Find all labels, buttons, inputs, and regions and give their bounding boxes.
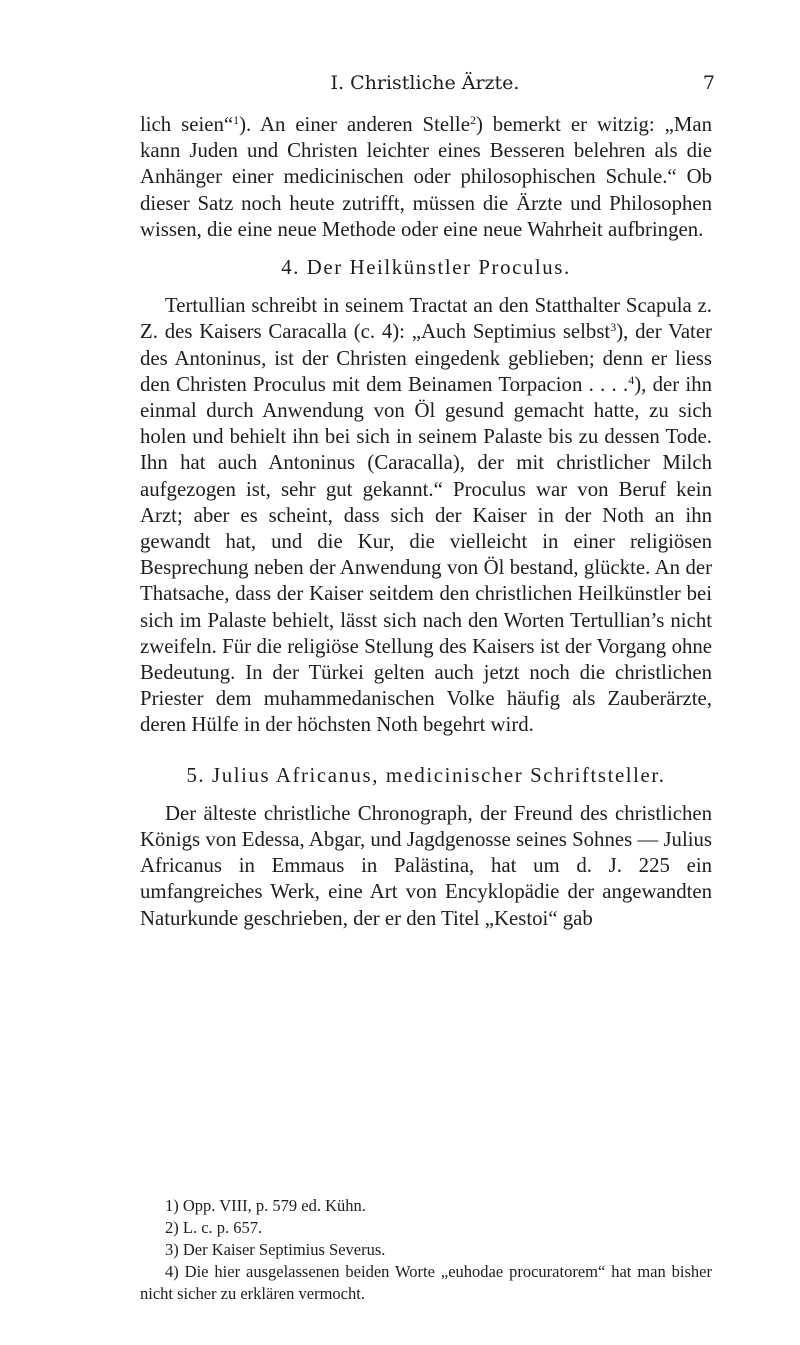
text-run: ). An einer anderen Stelle [239,113,470,136]
paragraph-africanus: Der älteste christliche Chronograph, der Freund des christlichen Königs von Edessa, Abgar, und Jagdgenosse seines Sohnes — Julius Africanus in Emmaus in Palästina, hat um d. J. 225 ein umfangreiches Werk, eine Art von Encyklopädie der angewandten Naturkunde geschrieben, der er den Titel „Kestoi“ gab [140,801,712,930]
footnote-ref-1: 1 [233,113,240,127]
paragraph-proculus [140,293,712,738]
text-run: ) bemerkt er witzig: „Man kann Juden und Christen leichter eines Besseren belehren als die Anhänger einer medicinischen oder philosophischen Schule.“ Ob dieser Satz noch heute zutrifft, müssen die Ärzte und Philosophen wissen, die eine neue Methode oder eine neue Wahrheit aufbringen. [140,113,712,241]
section-heading-africanus: 5. Julius Africanus, medicinischer Schriftsteller. [186,763,666,787]
footnote-ref-2: 2 [469,113,476,127]
page-number: 7 [702,72,715,94]
footnote-1: 1) Opp. VIII, p. 579 ed. Kühn. [165,1196,366,1215]
text-run: Tertullian schreibt in seinem Tractat an den Statthalter Scapula z. Z. des Kaisers Caracalla (c. 4): „Auch Septimius selbst [140,294,712,344]
main-text [140,112,712,932]
paragraph-continuation [140,112,712,243]
footnote-3: 3) Der Kaiser Septimius Severus. [165,1240,386,1259]
text-run: ), der Vater des Antoninus, ist der Christen eingedenk geblieben; denn er liess den Christen Proculus mit dem Beinamen Torpacion . . . . [140,320,712,396]
footnotes [140,1195,712,1305]
footnote-4: 4) Die hier ausgelassenen beiden Worte „euhodae procuratorem“ hat man bisher nicht sicher zu erklären vermocht. [140,1262,712,1303]
footnote-ref-4: 4 [628,372,635,387]
footnote-2: 2) L. c. p. 657. [165,1218,263,1237]
section-heading-proculus: 4. Der Heilkünstler Proculus. [281,256,571,280]
running-title: I. Christliche Ärzte. [330,72,520,94]
text-run: ), der ihn einmal durch Anwendung von Öl gesund gemacht hatte, zu sich holen und behielt ihn bei sich in seinem Palaste bis zu dessen Tode. Ihn hat auch Antoninus (Caracalla), der mit christlicher Milch aufgezogen ist, sehr gut gekannt.“ Proculus war von Beruf kein Arzt; aber es scheint, dass sich der Kaiser in der Noth an ihn gewandt hat, und die Kur, die vielleicht in einer religiösen Besprechung neben der Anwendung von Öl bestand, glückte. An der Thatsache, dass der Kaiser seitdem den christlichen Heilkünstler bei sich im Palaste behielt, lässt sich nach den Worten Tertullian’s nicht zweifeln. Für die religiöse Stellung des Kaisers ist der Vorgang ohne Bedeutung. In der Türkei gelten auch jetzt noch die christlichen Priester dem muhammedanischen Volke häufig als Zauberärzte, deren Hülfe in der höchsten Noth begehrt wird. [140,372,712,737]
running-head [135,70,715,96]
footnote-ref-3: 3 [610,320,617,335]
text-run: lich seien“ [140,113,234,136]
